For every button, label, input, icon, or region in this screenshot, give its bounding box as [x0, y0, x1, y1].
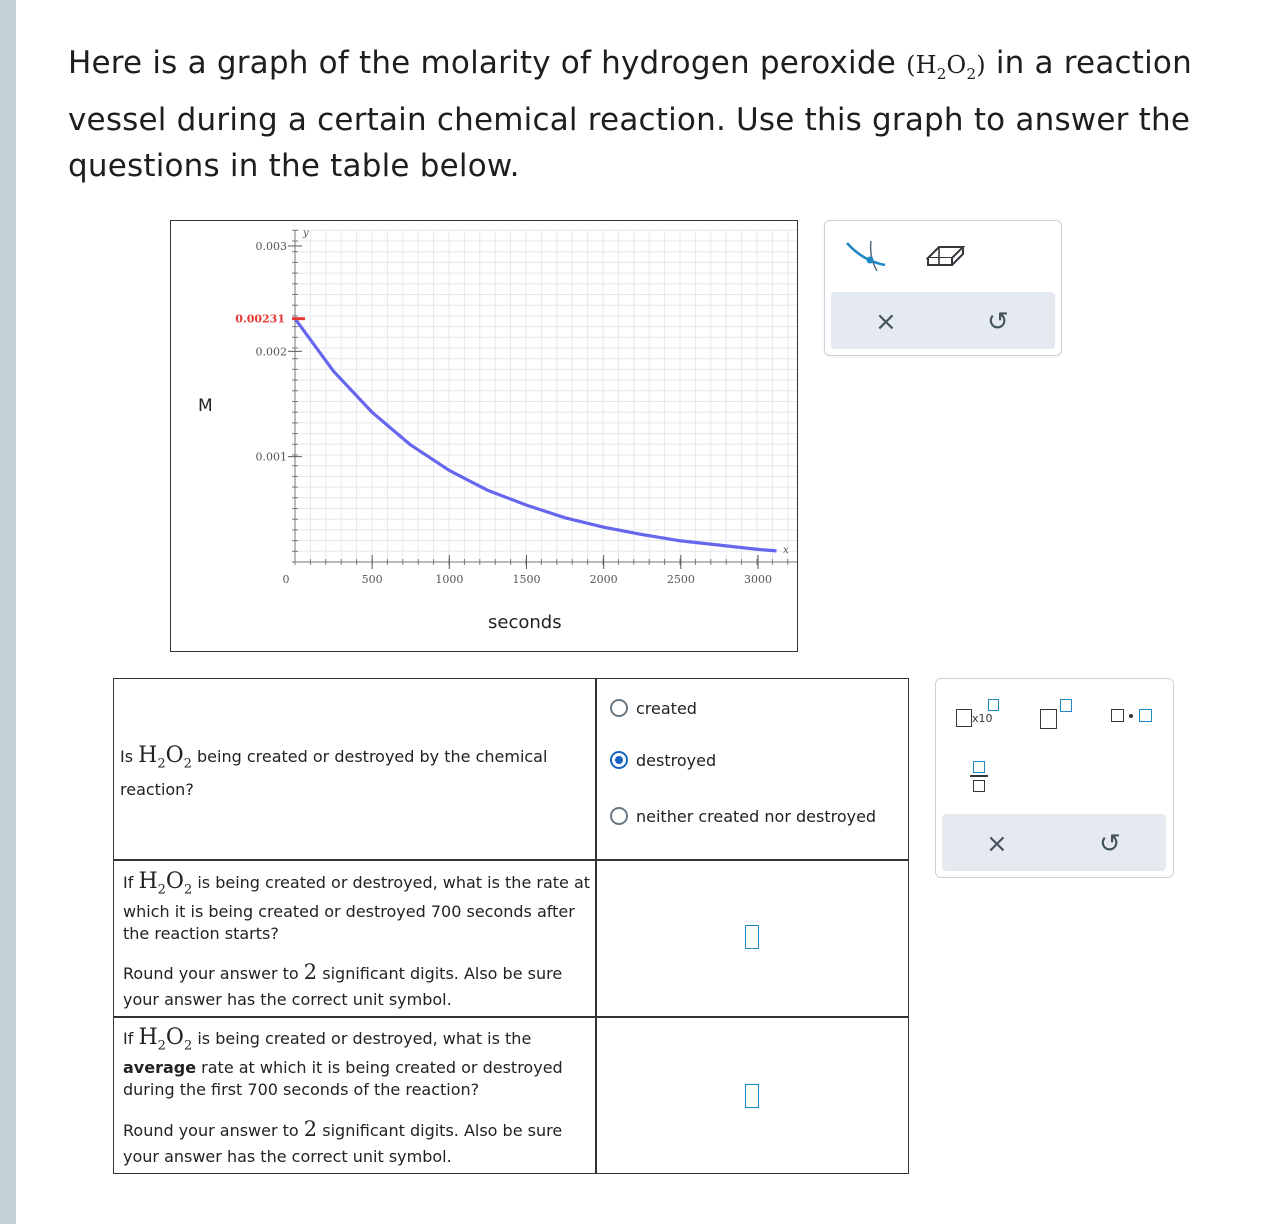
question-table — [113, 678, 909, 1174]
math-tools-actions — [942, 814, 1166, 871]
question-1-text: Is $H_2O_2$ being created or destroyed by the chemical reaction? — [120, 743, 548, 800]
fraction-button[interactable] — [970, 759, 990, 799]
y-tick-label: 0.001 — [255, 450, 287, 464]
average-rate-input[interactable] — [745, 1084, 759, 1108]
highlight-label: 0.00231 — [235, 312, 285, 326]
x-axis-label: seconds — [488, 612, 562, 633]
x-variable-label: x — [783, 545, 789, 556]
x-tick-label: 2500 — [666, 573, 695, 586]
math-tools-panel — [935, 678, 1174, 878]
y-axis-label: M — [198, 396, 213, 416]
eraser-icon[interactable] — [925, 241, 967, 269]
question-2-text: If $H_2O_2$ is being created or destroyed, what is the rate at which it is being created or destroyed 700 seconds after the reaction starts? — [123, 869, 591, 944]
superscript-button[interactable] — [1038, 699, 1074, 729]
x-tick-label: 2000 — [589, 573, 618, 586]
radio-created[interactable] — [610, 699, 628, 717]
radio-neither[interactable] — [610, 807, 628, 825]
formula-h2o2: $(H_2O_2)$ — [906, 51, 986, 83]
question-3-rounding: Round your answer to 2 significant digits. Also be sure your answer has the correct unit symbol. — [123, 1117, 563, 1166]
table-divider — [595, 679, 597, 1173]
graph-tools-panel — [824, 220, 1062, 356]
problem-intro — [68, 40, 1248, 189]
graph-panel[interactable] — [170, 220, 798, 652]
row-divider — [114, 1016, 908, 1018]
option-destroyed[interactable]: destroyed — [610, 751, 716, 771]
molarity-chart[interactable] — [171, 221, 797, 651]
radio-destroyed-selected[interactable] — [610, 751, 628, 769]
question-3-text: If $H_2O_2$ is being created or destroyed, what is the average rate at which it is being created or destroyed during the first 700 seconds of the reaction? — [123, 1025, 563, 1100]
undo-graph-button[interactable]: ↺ — [987, 307, 1009, 337]
x-tick-label: 3000 — [744, 573, 772, 586]
y-tick-label: 0.002 — [255, 345, 287, 359]
row-divider — [114, 859, 908, 861]
molarity-curve — [295, 319, 777, 551]
option-neither[interactable]: neither created nor destroyed — [610, 807, 876, 827]
undo-answer-button[interactable]: ↺ — [1099, 829, 1121, 859]
rate-at-700s-input[interactable] — [745, 925, 759, 949]
question-2-rounding: Round your answer to 2 significant digits. Also be sure your answer has the correct unit symbol. — [123, 960, 563, 1009]
scientific-notation-button[interactable]: x10 — [954, 697, 998, 727]
y-variable-label: y — [303, 228, 309, 239]
x-tick-label: 500 — [361, 573, 383, 586]
y-tick-label: 0.003 — [255, 240, 287, 253]
clear-graph-button[interactable]: × — [875, 307, 897, 337]
intro-text-2: in a reaction vessel during a certain chemical reaction. Use this graph to answer the questions in the table below. — [68, 45, 1192, 184]
graph-tools-actions — [831, 292, 1055, 349]
multiply-dot-button[interactable] — [1109, 707, 1157, 727]
x-tick-label: 1000 — [435, 573, 464, 586]
curve-tool-icon[interactable] — [845, 235, 893, 275]
intro-text-1: Here is a graph of the molarity of hydrogen peroxide — [68, 45, 907, 81]
left-scroll-bar — [0, 0, 16, 1224]
clear-answer-button[interactable]: × — [986, 829, 1008, 859]
x-tick-label: 1500 — [512, 573, 541, 586]
option-created[interactable]: created — [610, 699, 697, 719]
x-tick-label: 0 — [282, 573, 290, 586]
